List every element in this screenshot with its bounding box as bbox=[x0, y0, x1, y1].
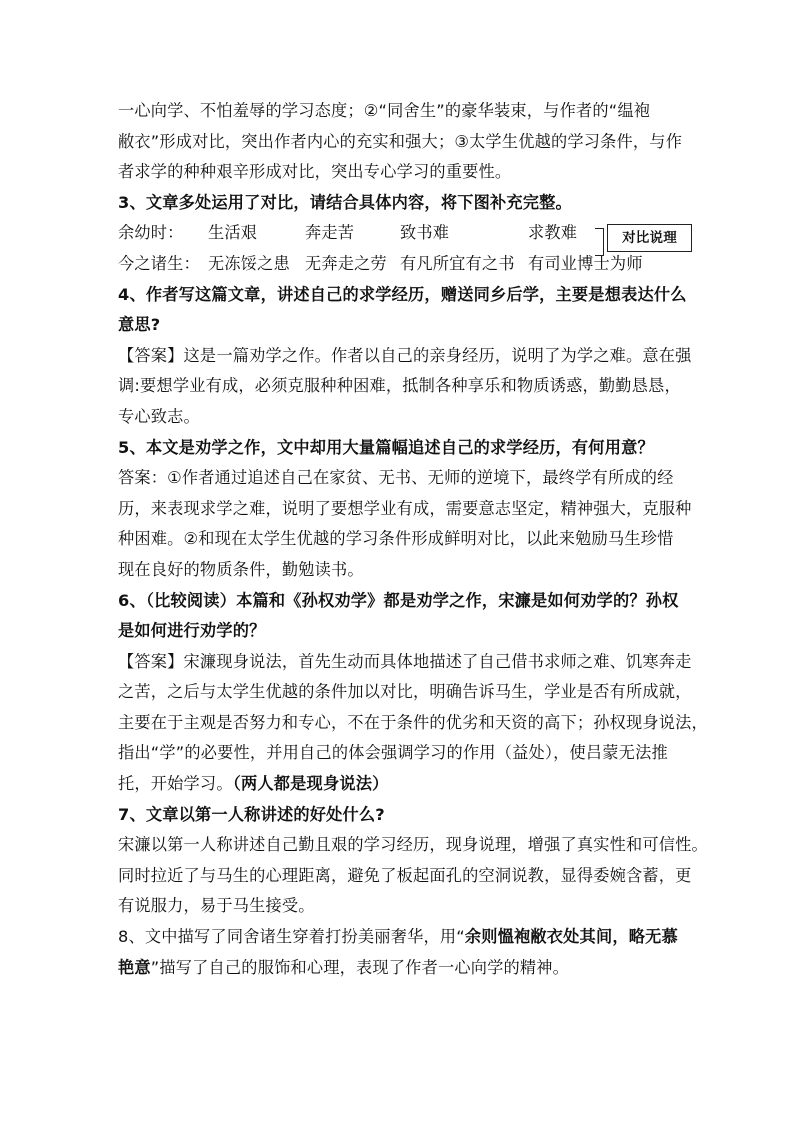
answer-5: 答案：①作者通过追述自己在家贫、无书、无师的逆境下，最终学有所成的经 bbox=[118, 468, 674, 488]
question-8-quote: 艳意 bbox=[118, 957, 151, 977]
comparison-cell: 无奔走之劳 bbox=[305, 253, 387, 273]
answer-4: 【答案】这是一篇劝学之作。作者以自己的亲身经历，说明了为学之难。意在强 bbox=[118, 345, 692, 365]
comparison-cell: 致书难 bbox=[400, 223, 450, 243]
answer-5: 种困难。②和现在太学生优越的学习条件形成鲜明对比，以此来勉励马生珍惜 bbox=[118, 529, 674, 549]
answer-6: 【答案】宋濂现身说法，首先生动而具体地描述了自己借书求师之难、饥寒奔走 bbox=[118, 651, 692, 671]
answer-6 bbox=[118, 769, 688, 800]
comparison-cell: 有凡所宜有之书 bbox=[400, 253, 515, 273]
comparison-cell: 有司业博士为师 bbox=[528, 253, 643, 273]
answer-6-text: 托，开始学习。 bbox=[118, 774, 233, 794]
answer-6: 指出“学”的必要性，并用自己的体会强调学习的作用（益处），使吕蒙无法推 bbox=[118, 743, 668, 763]
answer-7: 有说服力，易于马生接受。 bbox=[118, 896, 315, 916]
comparison-tag-box: 对比说理 bbox=[607, 224, 692, 252]
paragraph-line: 者求学的种种艰辛形成对比，突出专心学习的重要性。 bbox=[118, 162, 512, 182]
question-4: 意思? bbox=[118, 315, 161, 335]
paragraph-line: 一心向学、不怕羞辱的学习态度；②“同舍生”的豪华装束，与作者的“缊袍 bbox=[118, 101, 651, 120]
answer-5: 现在良好的物质条件，勤勉读书。 bbox=[118, 559, 364, 579]
question-8-text: 8、文中描写了同舍诸生穿着打扮美丽奢华，用“ bbox=[118, 927, 465, 947]
question-5: 5、本文是劝学之作，文中却用大量篇幅追述自己的求学经历，有何用意？ bbox=[118, 437, 654, 457]
comparison-cell: 奔走苦 bbox=[305, 223, 355, 243]
question-4: 4、作者写这篇文章，讲述自己的求学经历，赠送同乡后学，主要是想表达什么 bbox=[118, 284, 687, 304]
answer-6: 主要在于主观是否努力和专心，不在于条件的优劣和天资的高下；孙权现身说法， bbox=[118, 712, 708, 732]
comparison-label: 余幼时： bbox=[118, 223, 184, 243]
comparison-brace bbox=[595, 228, 604, 256]
answer-7: 同时拉近了与马生的心理距离，避免了板起面孔的空洞说教，显得委婉含蓄，更 bbox=[118, 865, 692, 885]
comparison-label: 今之诸生： bbox=[118, 253, 200, 273]
question-8 bbox=[118, 922, 688, 953]
question-6: 6、（比较阅读）本篇和《孙权劝学》都是劝学之作，宋濂是如何劝学的？孙权 bbox=[118, 590, 679, 610]
comparison-cell: 生活艰 bbox=[208, 223, 258, 243]
document-page bbox=[118, 96, 708, 983]
question-7: 7、文章以第一人称讲述的好处什么? bbox=[118, 804, 385, 824]
answer-6-note: （两人都是现身说法） bbox=[232, 774, 389, 794]
answer-5: 历，来表现求学之难，说明了要想学业有成，需要意志坚定，精神强大，克服种 bbox=[118, 498, 692, 518]
answer-4: 专心致志。 bbox=[118, 406, 200, 426]
question-6: 是如何进行劝学的？ bbox=[118, 621, 266, 641]
answer-7: 宋濂以第一人称讲述自己勤且艰的学习经历，现身说理，增强了真实性和可信性。 bbox=[118, 835, 708, 855]
comparison-cell: 求教难 bbox=[528, 223, 578, 243]
question-3: 3、文章多处运用了对比，请结合具体内容，将下图补充完整。 bbox=[118, 192, 572, 212]
question-8-text: ”描写了自己的服饰和心理，表现了作者一心向学的精神。 bbox=[150, 957, 570, 977]
question-8 bbox=[118, 953, 688, 984]
paragraph-line: 敝衣”形成对比，突出作者内心的充实和强大；③太学生优越的学习条件，与作 bbox=[118, 131, 683, 151]
comparison-cell: 无冻馁之患 bbox=[208, 253, 290, 273]
answer-4: 调:要想学业有成，必须克服种种困难，抵制各种享乐和物质诱惑，勤勤恳恳， bbox=[118, 376, 681, 396]
question-8-quote: 余则慍袍敝衣处其间，略无慕 bbox=[464, 927, 678, 947]
answer-6: 之苦，之后与太学生优越的条件加以对比，明确告诉马生，学业是否有所成就， bbox=[118, 682, 692, 702]
